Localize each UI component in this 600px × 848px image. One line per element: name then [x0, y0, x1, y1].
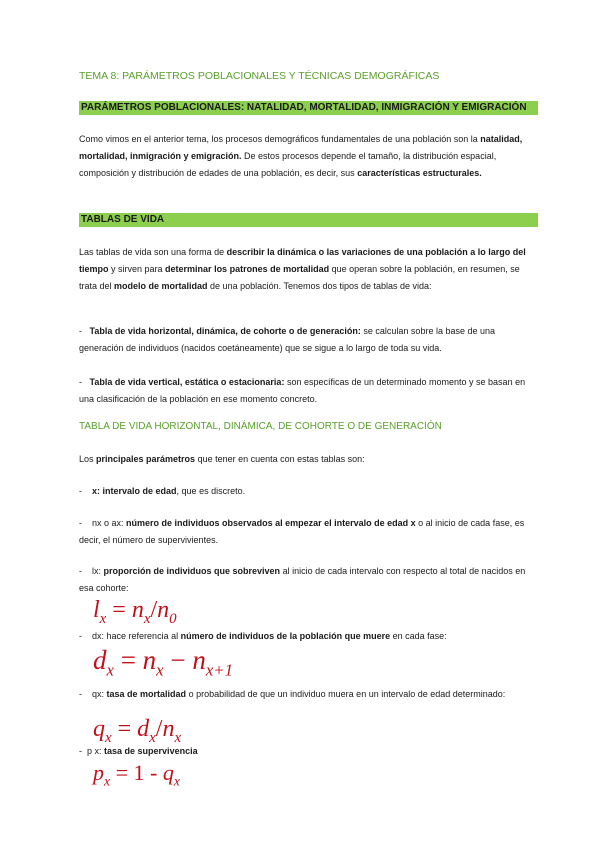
subsection-heading-horizontal: TABLA DE VIDA HORIZONTAL, DINÁMICA, DE COHORTE O DE GENERACIÓN	[79, 421, 442, 432]
paragraph-procesos: Como vimos en el anterior tema, los procesos demográficos fundamentales de una población son la natalidad, mortalidad, inmigración y emigración. De estos procesos depende el tamaño, la distribución espacial, composición y distribución de edades de una población, es decir, sus características estructurales.	[79, 134, 523, 178]
formula-qx: $q_x = d_x/n_x$	[93, 716, 182, 746]
list-item-param-px: - p x: tasa de supervivencia	[79, 746, 198, 756]
document-title: TEMA 8: PARÁMETROS POBLACIONALES Y TÉCNICAS DEMOGRÁFICAS	[79, 70, 440, 82]
list-item-tabla-vertical: - Tabla de vida vertical, estática o estacionaria: son específicas de un determinado momento y se basan en una clasificación de la población en ese momento concreto.	[79, 377, 526, 404]
formula-lx: $l_x = n_x/n_0$	[93, 597, 177, 627]
list-item-param-x: - x: intervalo de edad, que es discreto.	[79, 486, 246, 496]
list-item-param-dx: - dx: hace referencia al número de individuos de la población que muere en cada fase:	[79, 631, 447, 641]
section-heading-tablas: TABLAS DE VIDA	[79, 213, 538, 227]
formula-dx: $d_x = n_x - n_{x+1}$	[93, 645, 233, 680]
section-heading-parametros: PARÁMETROS POBLACIONALES: NATALIDAD, MORTALIDAD, INMIGRACIÓN Y EMIGRACIÓN	[79, 101, 538, 115]
list-item-param-nx: - nx o ax: número de individuos observados al empezar el intervalo de edad x o al inicio de cada fase, es decir, el número de supervivientes.	[79, 518, 525, 545]
list-item-tabla-horizontal: - Tabla de vida horizontal, dinámica, de cohorte o de generación: se calculan sobre la base de una generación de individuos (nacidos coetáneamente) que se sigue a lo largo de toda su vida.	[79, 326, 495, 353]
paragraph-tablas-intro: Las tablas de vida son una forma de describir la dinámica o las variaciones de una población a lo largo del tiempo y sirven para determinar los patrones de mortalidad que operan sobre la población, en resumen, se trata del modelo de mortalidad de una población. Tenemos dos tipos de tablas de vida:	[79, 247, 526, 291]
list-item-param-lx: - lx: proporción de individuos que sobreviven al inicio de cada intervalo con respecto al total de nacidos en esa cohorte:	[79, 566, 526, 593]
list-item-param-qx: - qx: tasa de mortalidad o probabilidad de que un individuo muera en un intervalo de edad determinado:	[79, 689, 506, 699]
paragraph-parametros-intro: Los principales parámetros que tener en cuenta con estas tablas son:	[79, 454, 365, 464]
formula-px: $p_x = 1 - q_x$	[93, 760, 180, 789]
